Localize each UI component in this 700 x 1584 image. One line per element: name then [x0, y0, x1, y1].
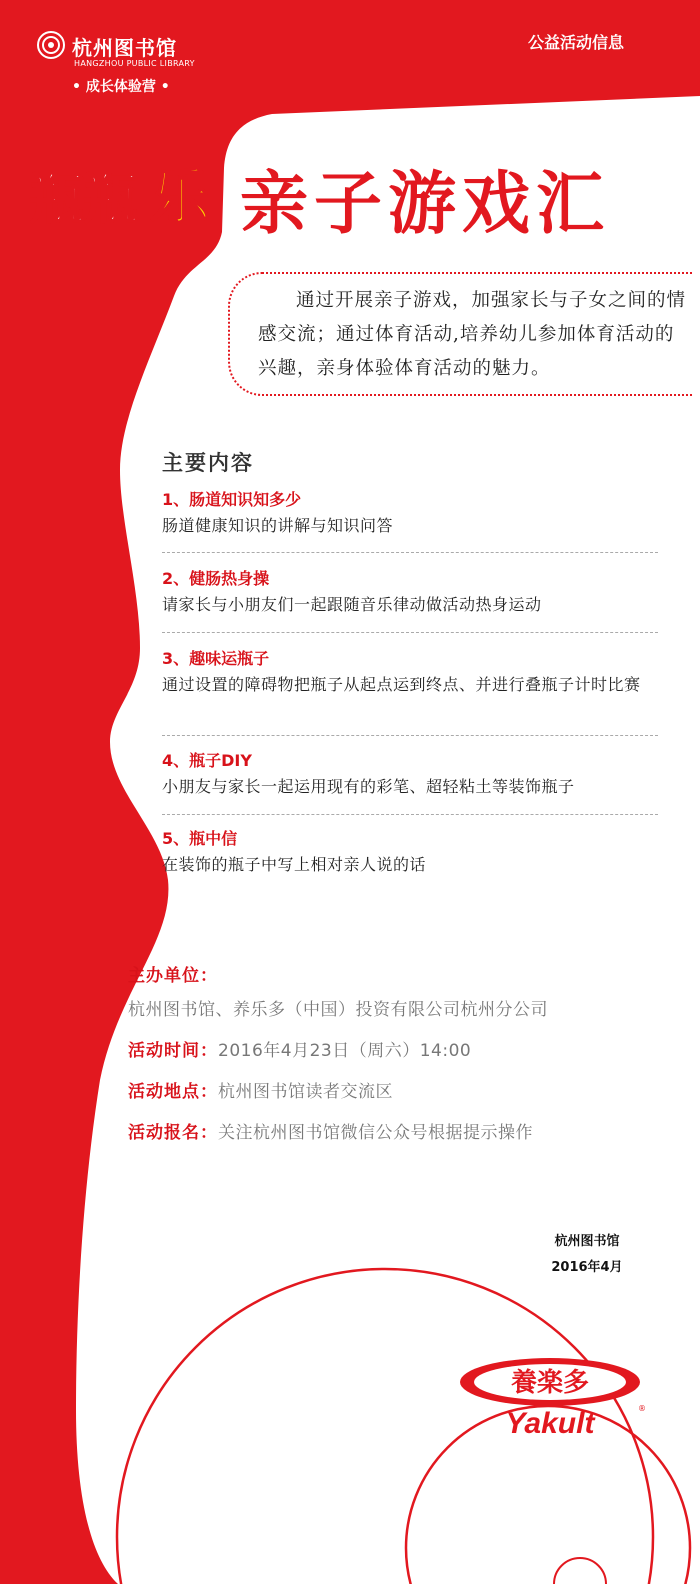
- place-value: 杭州图书馆读者交流区: [218, 1082, 393, 1102]
- list-item: [162, 489, 660, 539]
- list-item: [162, 750, 660, 800]
- yakult-logo: [458, 1355, 648, 1450]
- signature-date: 2016年4月: [551, 1260, 623, 1275]
- time-value: 2016年4月23日（周六）14:00: [218, 1041, 472, 1061]
- item-title: 3、趣味运瓶子: [162, 649, 270, 668]
- signup-label: 活动报名：: [128, 1123, 218, 1143]
- intro-text: 通过开展亲子游戏，加强家长与子女之间的情感交流；通过体育活动,培养幼儿参加体育活动的兴趣，亲身体验体育活动的魅力。: [258, 290, 687, 379]
- public-activity-label: 公益活动信息: [528, 33, 625, 52]
- signup-row: [128, 1118, 533, 1143]
- library-logo-english: HANGZHOU PUBLIC LIBRARY: [74, 59, 195, 68]
- camp-label: • 成长体验营 •: [72, 79, 170, 95]
- divider: [162, 814, 658, 815]
- svg-text:®: ®: [638, 1404, 646, 1413]
- title-bottle-text: [28, 164, 218, 228]
- item-description: 小朋友与家长一起运用现有的彩笔、超轻粘土等装饰瓶子: [162, 777, 575, 796]
- title-part2: 乐: [150, 164, 210, 228]
- organizer-label: 主办单位：: [128, 966, 218, 986]
- yakult-logo-en: Yakult: [505, 1407, 595, 1440]
- place-label: 活动地点：: [128, 1082, 218, 1102]
- item-description: 通过设置的障碍物把瓶子从起点运到终点、并进行叠瓶子计时比赛: [162, 675, 641, 694]
- time-row: [128, 1036, 471, 1061]
- item-title: 1、肠道知识知多少: [162, 490, 302, 509]
- signature-org: 杭州图书馆: [554, 1234, 620, 1249]
- section-heading: 主要内容: [162, 451, 254, 475]
- item-title: 2、健肠热身操: [162, 569, 270, 588]
- list-item: [162, 648, 660, 698]
- signup-value: 关注杭州图书馆微信公众号根据提示操作: [218, 1123, 533, 1143]
- library-logo-name: 杭州图书馆: [72, 36, 177, 60]
- item-description: 肠道健康知识的讲解与知识问答: [162, 516, 394, 535]
- title-part1: 瓶瓶: [30, 168, 138, 228]
- organizer-value: 杭州图书馆、养乐多（中国）投资有限公司杭州分公司: [128, 1000, 548, 1020]
- yakult-logo-cn: 養楽多: [510, 1368, 590, 1398]
- item-title: 4、瓶子DIY: [162, 751, 252, 770]
- list-item: [162, 828, 660, 878]
- item-description: 请家长与小朋友们一起跟随音乐律动做活动热身运动: [162, 595, 542, 614]
- library-logo-icon: [36, 30, 66, 60]
- list-item: [162, 568, 660, 618]
- place-row: [128, 1077, 393, 1102]
- title-main: 亲子游戏汇: [240, 165, 611, 244]
- item-title: 5、瓶中信: [162, 829, 238, 848]
- divider: [162, 632, 658, 633]
- time-label: 活动时间：: [128, 1041, 218, 1061]
- divider: [162, 735, 658, 736]
- item-description: 在装饰的瓶子中写上相对亲人说的话: [162, 855, 427, 874]
- divider: [162, 552, 658, 553]
